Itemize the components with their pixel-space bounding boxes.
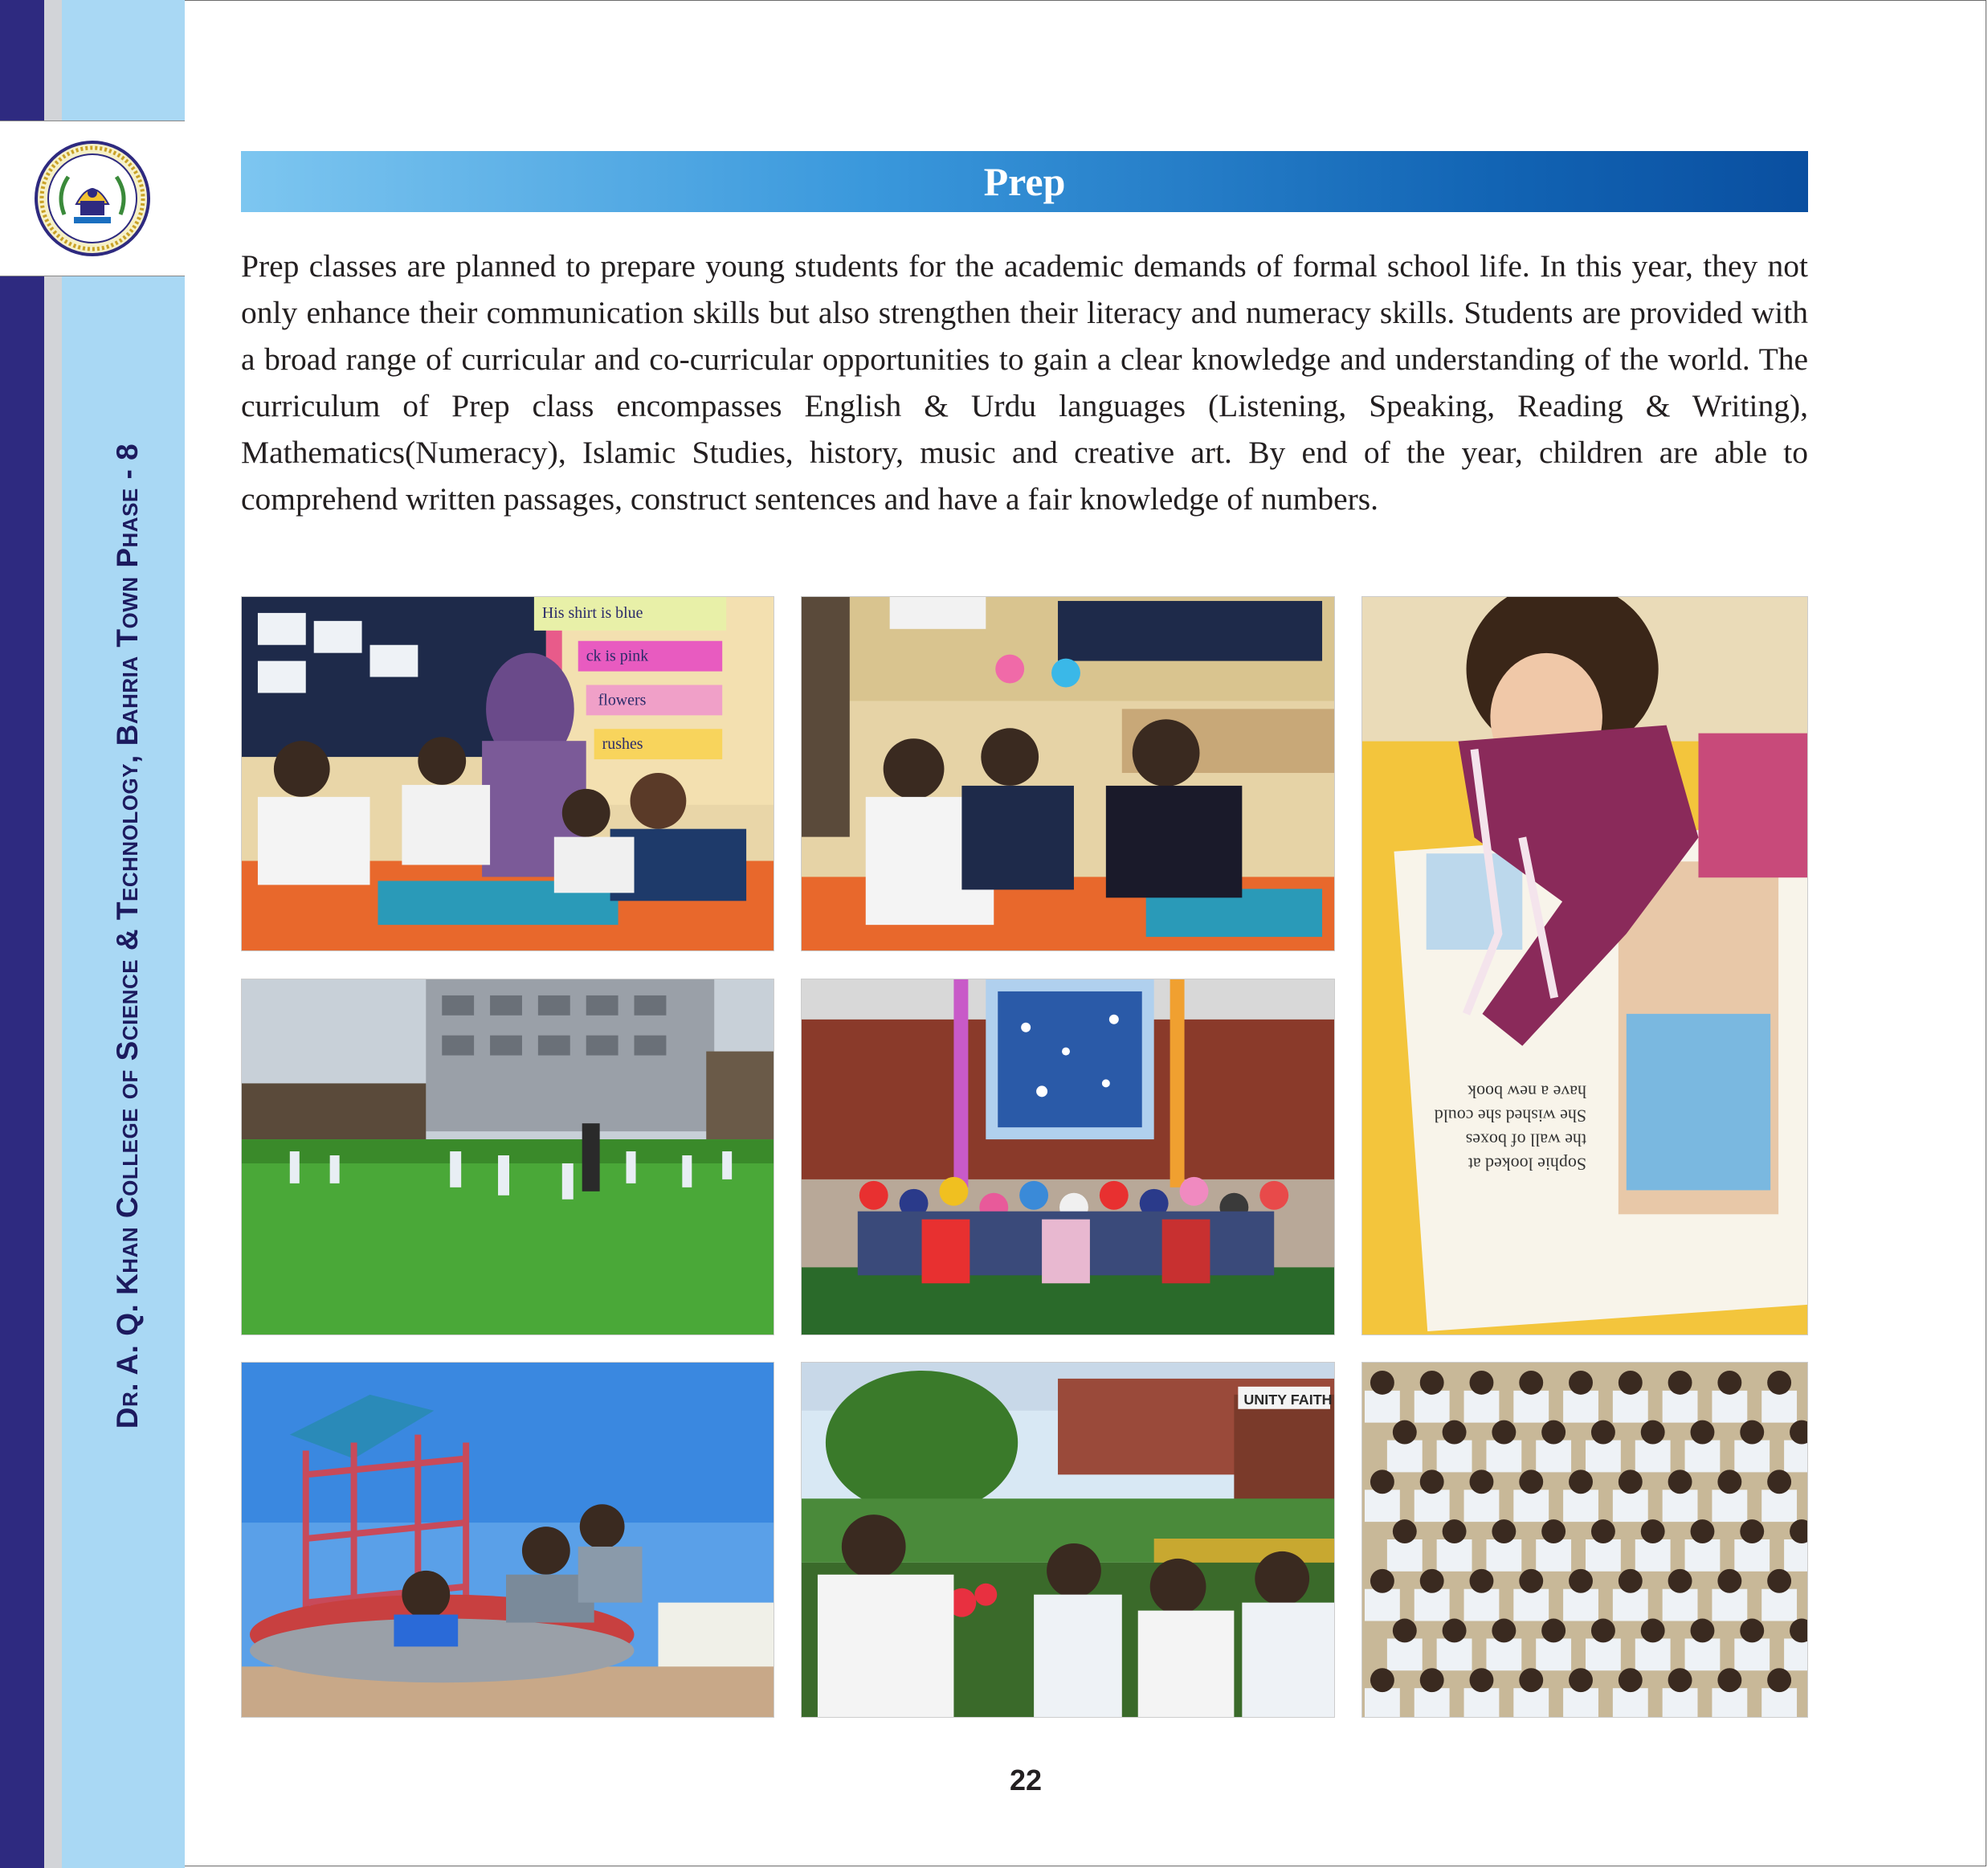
- photo-label-brushes: rushes: [602, 735, 643, 754]
- photo-boys-craft-table: [801, 596, 1335, 951]
- svg-text:Sophie looked at: Sophie looked at: [1468, 1154, 1586, 1175]
- section-title: Prep: [983, 159, 1066, 204]
- svg-text:have a new book: have a new book: [1468, 1081, 1586, 1102]
- photo-sports-ground: [241, 979, 774, 1335]
- photo-playground: [241, 1362, 774, 1718]
- sidebar-gray-strip: [44, 0, 62, 1868]
- college-crest-icon: [32, 138, 153, 259]
- photo-classroom-craft: [241, 596, 774, 951]
- photo-girl-reading: [1361, 596, 1808, 1335]
- sidebar-navy-strip: [0, 0, 44, 1868]
- photo-assembly: [1361, 1362, 1808, 1718]
- section-paragraph: Prep classes are planned to prepare young students for the academic demands of formal school life. In this year, they not only enhance their communication skills but also strengthen their literacy and numeracy skills. Students are provided with a broad range of curricular and co-curricular opportunities to gain a clear knowledge and understanding of the world. The curriculum of Prep class encompasses English & Urdu languages (Listening, Speaking, Reading & Writing), Mathematics(Numeracy), Islamic Studies, history, music and creative art. By end of the year, children are able to comprehend written passages, construct sentences and have a fair knowledge of numbers.: [241, 248, 1808, 517]
- photo-label-pink: ck is pink: [586, 647, 649, 665]
- svg-text:the wall of boxes: the wall of boxes: [1465, 1130, 1586, 1151]
- photo-label-unity-faith: UNITY FAITH: [1243, 1391, 1333, 1408]
- section-header-bar: [241, 151, 1808, 212]
- photo-winter-group: [801, 979, 1335, 1335]
- photo-label-flowers: flowers: [598, 691, 647, 709]
- photo-label-shirt: His shirt is blue: [541, 603, 643, 622]
- photo-garden: [801, 1362, 1335, 1718]
- svg-text:She wished she could: She wished she could: [1434, 1106, 1586, 1126]
- page-number: 22: [1009, 1764, 1043, 1796]
- logo-box: [0, 121, 185, 276]
- vertical-sidebar-title: Dr. A. Q. Khan College of Science & Technology, Bahria Town Phase - 8: [111, 443, 144, 1429]
